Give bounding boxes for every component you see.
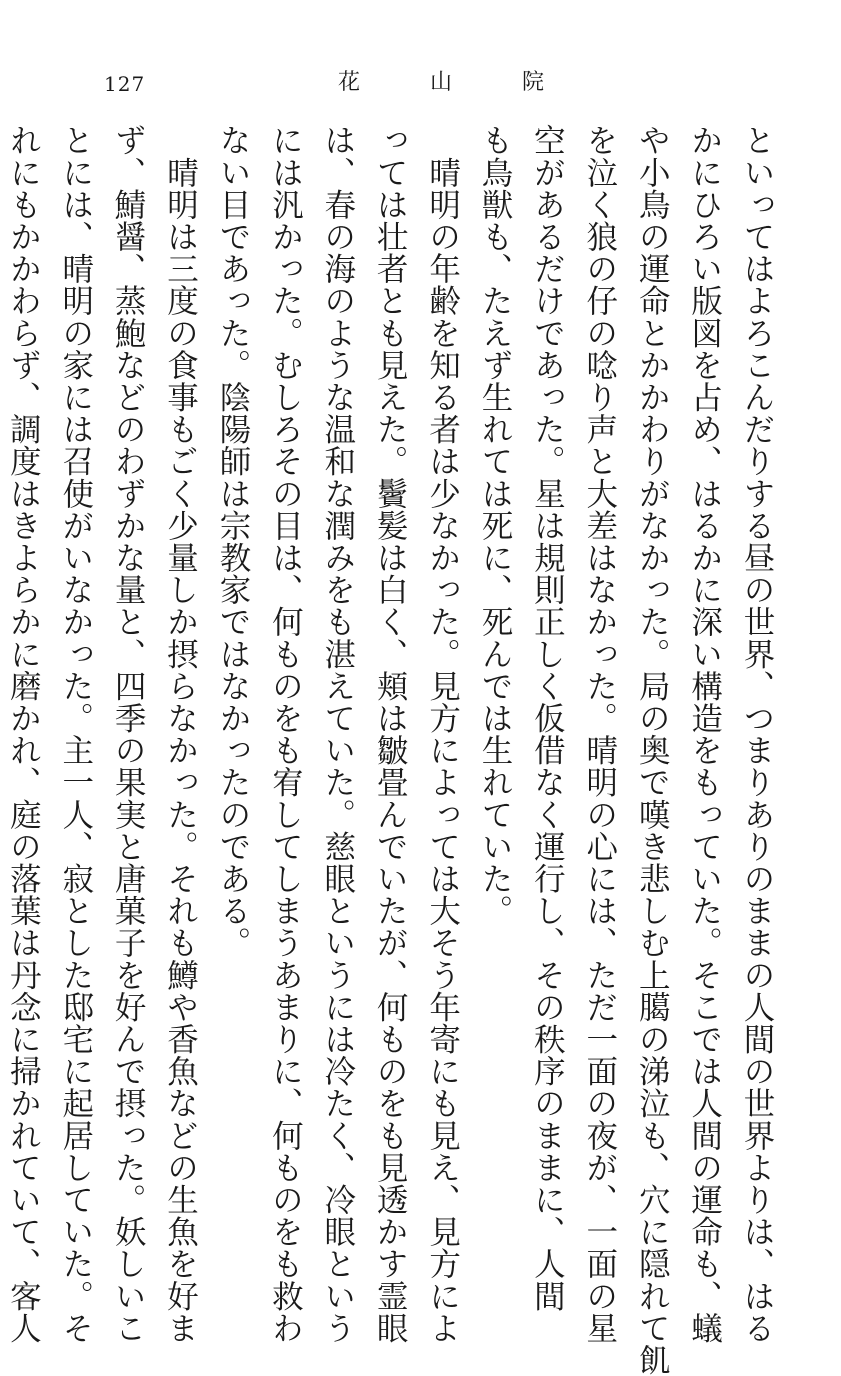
text-column: や小鳥の運命とかかわりがなかった。局の奥で嘆き悲しむ上臈の涕泣も、穴に隠れて飢 [634,124,671,1376]
text-column: ず、鯖醤、蒸鮑などのわずかな量と、四季の果実と唐菓子を好んで摂った。妖しいこ [110,124,147,1344]
text-column: とには、晴明の家には召使がいなかった。主一人、寂とした邸宅に起居していた。そ [57,124,94,1344]
text-column: っては壮者とも見えた。鬢髪は白く、頬は皺畳んでいたが、何ものをも見透かす霊眼 [372,124,409,1344]
text-column: は、春の海のような温和な潤みをも湛えていた。慈眼というには冷たく、冷眼という [319,124,356,1344]
text-column: 空があるだけであった。星は規則正しく仮借なく運行し、その秩序のままに、人間 [529,124,566,1312]
text-column: れにもかかわらず、調度はきよらかに磨かれ、庭の落葉は丹念に掃かれていて、客人 [5,124,42,1344]
vertical-body-text [0,124,783,1376]
text-column: には汎かった。むしろその目は、何ものをも宥してしまうあまりに、何ものをも救わ [267,124,304,1344]
text-column: といってはよろこんだりする昼の世界、つまりありのままの人間の世界よりは、はる [739,124,775,1344]
running-head-title: 花 山 院 [338,70,569,95]
text-column: 晴明は三度の食事もごく少量しか摂らなかった。それも鱒や香魚などの生魚を好ま [162,124,199,1344]
text-column: を泣く狼の仔の唸り声と大差はなかった。晴明の心には、ただ一面の夜が、一面の星 [581,124,618,1344]
text-column: ない目であった。陰陽師は宗教家ではなかったのである。 [214,124,251,959]
text-column: も鳥獣も、たえず生れては死に、死んでは生れていた。 [476,124,513,927]
page-number: 127 [104,72,146,96]
text-column: かにひろい版図を占め、はるかに深い構造をもっていた。そこでは人間の運命も、蟻 [686,124,723,1344]
text-column: 晴明の年齢を知る者は少なかった。見方によっては大そう年寄にも見え、見方によ [424,124,461,1344]
